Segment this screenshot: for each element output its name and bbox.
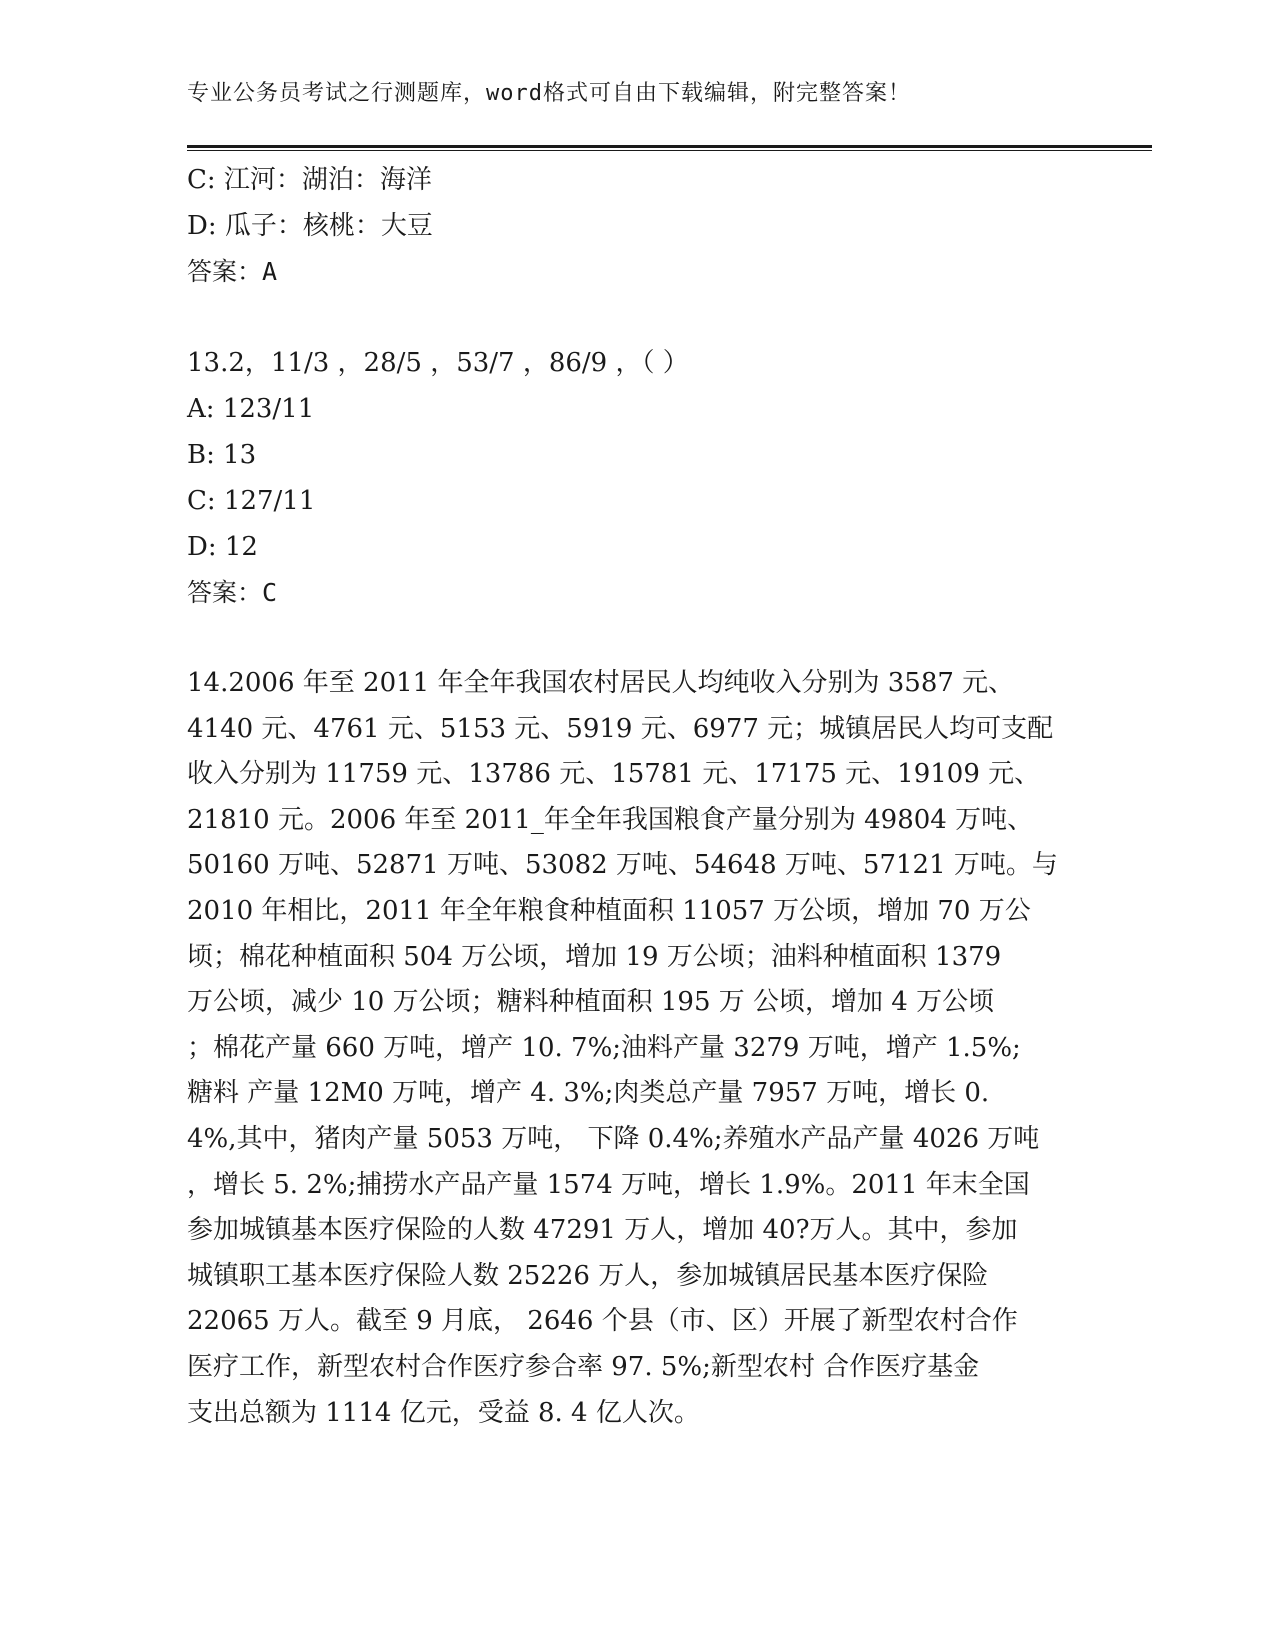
q14-question — [187, 661, 1087, 1436]
q12-answer: 答案：A — [187, 257, 278, 286]
q14-line: 顷；棉花种植面积 504 万公顷，增加 19 万公顷；油料种植面积 1379 — [187, 941, 1002, 972]
q13-option-a: A: 123/11 — [187, 394, 315, 424]
q13-answer: 答案：C — [187, 578, 278, 607]
q13-option-c: C: 127/11 — [187, 486, 316, 516]
header-rule-thin — [187, 150, 1152, 151]
q14-line: 医疗工作，新型农村合作医疗参合率 97. 5%;新型农村 合作医疗基金 — [187, 1351, 980, 1382]
page-header: 专业公务员考试之行测题库，word格式可自由下载编辑，附完整答案！ — [187, 81, 911, 106]
q12-option-d: D: 瓜子：核桃：大豆 — [187, 211, 433, 241]
document-body — [187, 157, 1087, 1436]
q14-line: 4140 元、4761 元、5153 元、5919 元、6977 元；城镇居民人均可支配 — [187, 713, 1054, 744]
q13-option-d: D: 12 — [187, 532, 258, 562]
q14-line: 收入分别为 11759 元、13786 元、15781 元、17175 元、19109 元、 — [187, 759, 1041, 790]
q14-line: 22065 万人。截至 9 月底， 2646 个县（市、区）开展了新型农村合作 — [187, 1306, 1018, 1337]
q14-line: 城镇职工基本医疗保险人数 25226 万人，参加城镇居民基本医疗保险 — [187, 1260, 989, 1291]
spacer — [187, 295, 1087, 340]
q14-line: 参加城镇基本医疗保险的人数 47291 万人，增加 40?万人。其中，参加 — [187, 1215, 1018, 1246]
q12-option-c: C: 江河：湖泊：海洋 — [187, 165, 432, 195]
q14-line: 4%,其中，猪肉产量 5053 万吨， 下降 0.4%;养殖水产品产量 4026 万吨 — [187, 1123, 1040, 1154]
q14-line: 21810 元。2006 年至 2011_年全年我国粮食产量分别为 49804 万吨、 — [187, 804, 1034, 835]
q14-line: 14.2006 年至 2011 年全年我国农村居民人均纯收入分别为 3587 元、 — [187, 668, 1015, 698]
q13-question: 13.2，11/3 ，28/5 ，53/7 ，86/9 ，（ ） — [187, 348, 689, 378]
q13-option-b: B: 13 — [187, 440, 257, 470]
header-rule-thick — [187, 145, 1152, 148]
q14-line: 2010 年相比，2011 年全年粮食种植面积 11057 万公顷，增加 70 万公 — [187, 895, 1031, 926]
q14-line: ；棉花产量 660 万吨，增产 10. 7%;油料产量 3279 万吨，增产 1.5%; — [187, 1032, 1021, 1063]
spacer — [187, 616, 1087, 661]
q14-line: 支出总额为 1114 亿元，受益 8. 4 亿人次。 — [187, 1397, 700, 1428]
q14-line: 万公顷，减少 10 万公顷；糖料种植面积 195 万 公顷，增加 4 万公顷 — [187, 987, 995, 1018]
q14-line: 50160 万吨、52871 万吨、53082 万吨、54648 万吨、57121 万吨。与 — [187, 850, 1058, 881]
q14-line: 糖料 产量 12M0 万吨，增产 4. 3%;肉类总产量 7957 万吨，增长 0. — [187, 1078, 990, 1109]
q14-line: ，增长 5. 2%;捕捞水产品产量 1574 万吨，增长 1.9%。2011 年末全国 — [187, 1169, 1030, 1200]
